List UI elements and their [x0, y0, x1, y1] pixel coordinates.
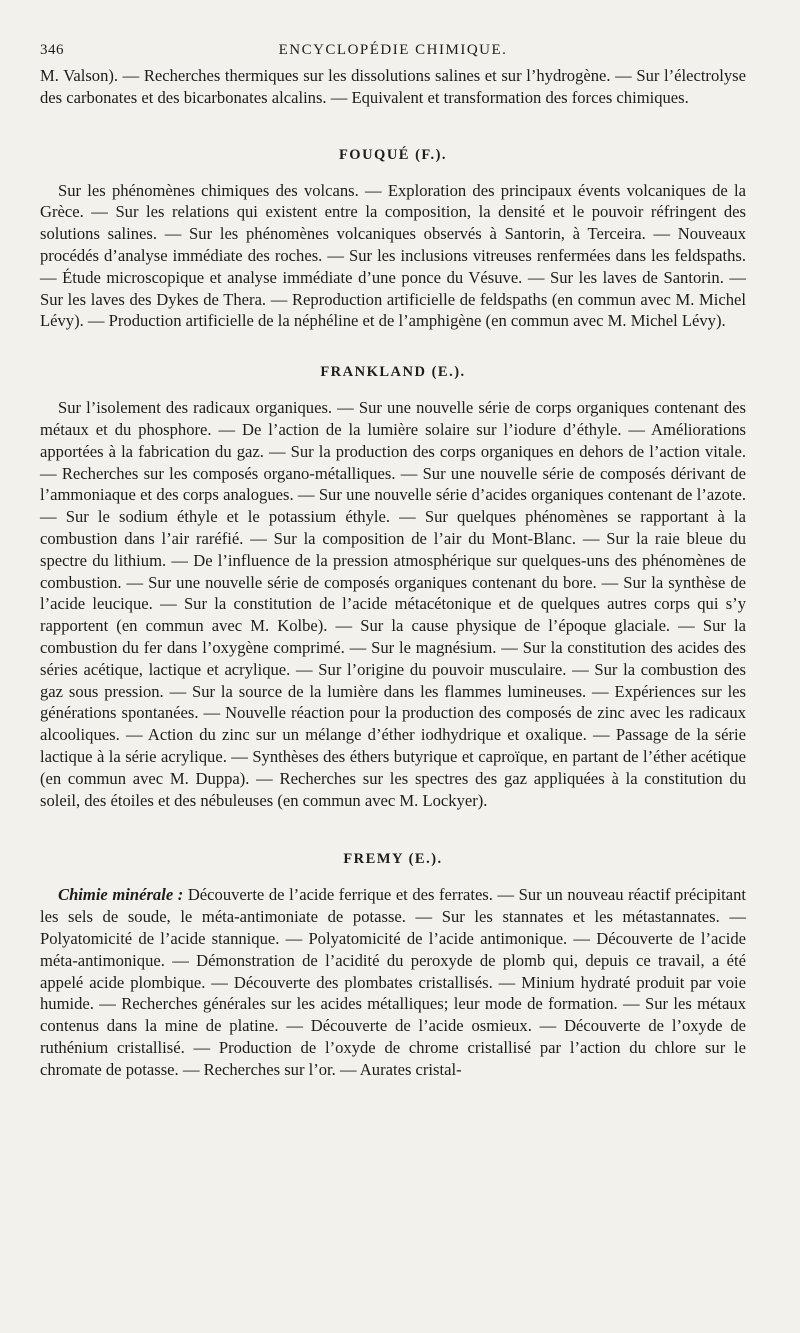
running-title: ENCYCLOPÉDIE CHIMIQUE.: [278, 42, 508, 58]
fremy-entry-text: Découverte de l’acide ferrique et des ferrates. — Sur un nouveau réactif précipitant les sels de soude, le méta-antimoniate de potasse. — Sur les stannates et les métastannates. — Polyatomicité de l’acide stannique. — Polyatomicité de l’acide antimonique. — Découverte de l’acide méta-antimonique. — Démonstration de l’acidité du peroxyde de plomb qui, depuis ce travail, a été appelé acide plombique. — Découverte des plombates cristallisés. — Minium hydraté produit par voie humide. — Recherches générales sur les acides métalliques; leur mode de formation. — Sur les métaux contenus dans la mine de platine. — Découverte de l’acide osmieux. — Découverte de l’oxyde de ruthénium cristallisé. — Production de l’oxyde de chrome cristallisé par l’action du chlore sur le chromate de potasse. — Recherches sur l’or. — Aurates cristal-: [40, 885, 747, 1079]
heading-frankland: FRANKLAND (E.).: [320, 364, 466, 381]
fremy-entry: [40, 884, 746, 1080]
heading-fouque: FOUQUÉ (F.).: [338, 146, 448, 163]
fremy-subject-label: Chimie minérale :: [58, 885, 184, 905]
running-head: [40, 42, 746, 59]
frankland-entry: Sur l’isolement des radicaux organiques. — Sur une nouvelle série de corps organiques contenant des métaux et du phosphore. — De l’action de la lumière solaire sur l’iodure d’éthyle. — Améliorations apportées à la fabrication du gaz. — Sur la production des corps organiques en dehors de l’action vitale. — Recherches sur les composés organo-métalliques. — Sur une nouvelle série de composés dérivant de l’ammoniaque et des corps analogues. — Sur une nouvelle série d’acides organiques contenant de l’azote. — Sur le sodium éthyle et le potassium éthyle. — Sur quelques phénomènes se rapportant à la combustion dans l’air raréfié. — Sur la composition de l’air du Mont-Blanc. — Sur la raie bleue du spectre du lithium. — De l’influence de la pression atmosphérique sur quelques-uns des phénomènes de combustion. — Sur une nouvelle série de composés organiques contenant du bore. — Sur la synthèse de l’acide leucique. — Sur la constitution de l’acide métacétonique et de quelques autres corps qui s’y rapportent (en commun avec M. Kolbe). — Sur la cause physique de l’époque glaciale. — Sur la combustion du fer dans l’oxygène comprimé. — Sur le magnésium. — Sur la constitution des acides des séries acétique, lactique et acrylique. — Sur l’origine du pouvoir musculaire. — Sur la combustion des gaz sous pression. — Sur la source de la lumière dans les flammes lumineuses. — Expériences sur les générations spontanées. — Nouvelle réaction pour la production des composés de zinc avec les radicaux alcooliques. — Action du zinc sur un mélange d’éther iodhydrique et oxalique. — Passage de la série lactique à la série acrylique. — Synthèses des éthers butyrique et caproïque, en partant de l’éther acétique (en commun avec M. Duppa). — Recherches sur les spectres des gaz appliquées à la constitution du soleil, des étoiles et des nébuleuses (en commun avec M. Lockyer).: [40, 398, 746, 810]
fouque-entry: Sur les phénomènes chimiques des volcans. — Exploration des principaux évents volcaniques de la Grèce. — Sur les relations qui existent entre la composition, la densité et le pouvoir réfringent des solutions salines. — Sur les phénomènes volcaniques observés à Santorin, à Terceira. — Nouveaux procédés d’analyse immédiate des roches. — Sur les inclusions vitreuses renfermées dans les feldspaths. — Étude microscopique et analyse immédiate d’une ponce du Vésuve. — Sur les laves de Santorin. — Sur les laves des Dykes de Thera. — Reproduction artificielle de feldspaths (en commun avec M. Michel Lévy). — Production artificielle de la néphéline et de l’amphigène (en commun avec M. Michel Lévy).: [40, 180, 746, 331]
page-number: 346: [40, 42, 64, 58]
heading-fremy: FREMY (E.).: [343, 851, 443, 868]
valson-entry-continued: M. Valson). — Recherches thermiques sur les dissolutions salines et sur l’hydrogène. — Sur l’électrolyse des carbonates et des bicarbonates alcalins. — Equivalent et transformation des forces chimiques.: [40, 66, 746, 107]
